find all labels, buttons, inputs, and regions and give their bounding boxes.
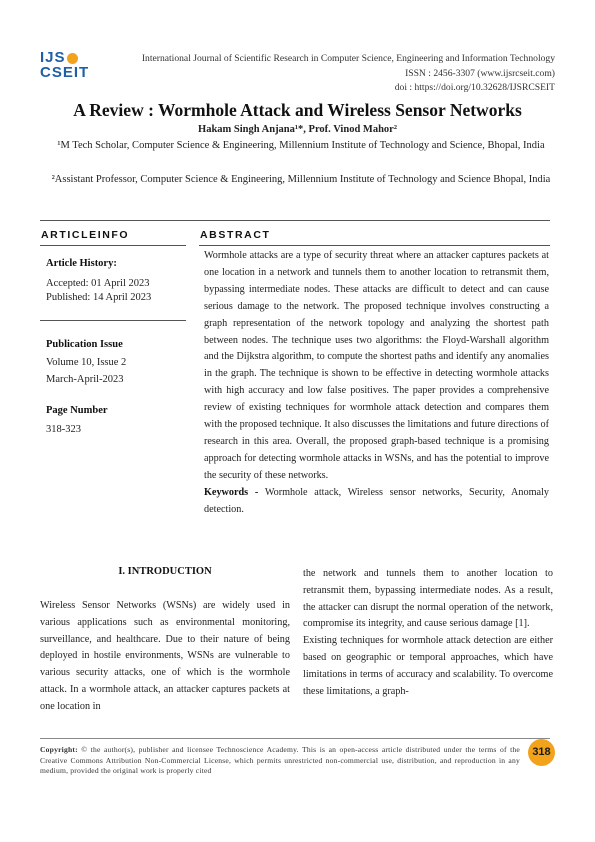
logo-bottom-text: CSEIT (40, 64, 90, 81)
introduction-heading: I. INTRODUCTION (118, 566, 212, 577)
paper-authors: Hakam Singh Anjana¹*, Prof. Vinod Mahor² (198, 124, 397, 135)
affiliation-1: ¹M Tech Scholar, Computer Science & Engineering, Millennium Institute of Technology and Science, Bhopal, India (57, 140, 545, 151)
page-number-badge: 318 (528, 739, 555, 766)
logo-top-text: IJS (40, 49, 66, 66)
copyright-text: © the author(s), publisher and licensee Technoscience Academy. This is an open-access article distributed under the terms of the Creative Commons Attribution Non-Commercial License, which permits unrestricted non-commercial use, distribution, and reproduction in any medium, provided the original work is properly cited (40, 745, 520, 775)
divider-article-info (40, 245, 186, 246)
intro-right-column (303, 566, 553, 700)
divider-top (40, 220, 550, 221)
journal-name: International Journal of Scientific Research in Computer Science, Engineering and Information Technology (141, 53, 555, 64)
abstract-text: Wormhole attacks are a type of security threat where an attacker captures packets at one location in a network and tunnels them to another location to retransmit them, bypassing intermediate nodes. These attacks are difficult to detect and can cause serious damage to the network. The proposed technique involves constructing a graph representation of the network topology and analyzing the shortest path between nodes. The technique uses two algorithms: the Floyd-Warshall algorithm and the Dijkstra algorithm, to compute the shortest paths and identify any anomalies in the graph. The technique is shown to be effective in detecting wormhole attacks with high accuracy and low false positives. The paper provides a comprehensive review of existing techniques for wormhole attack detection and compares them with the proposed technique. It also discusses the limitations and future directions of research in this area. Overall, the proposed graph-based technique is a promising approach for detecting wormhole attacks in WSNs, and has the potential to improve the security of these networks. (204, 250, 549, 481)
page-number-label: Page Number (46, 405, 108, 416)
affiliation-2: ²Assistant Professor, Computer Science & Engineering, Millennium Institute of Technology and Science Bhopal, India (51, 174, 551, 185)
publication-period: March-April-2023 (46, 374, 124, 385)
paper-title: A Review : Wormhole Attack and Wireless Sensor Networks (73, 100, 522, 120)
divider-history (40, 320, 186, 321)
abstract-heading: ABSTRACT (200, 229, 271, 241)
doi-link[interactable]: doi : https://doi.org/10.32628/IJSRCSEIT (394, 82, 555, 93)
journal-logo (40, 50, 102, 82)
intro-left-column: Wireless Sensor Networks (WSNs) are widely used in various applications such as environmental monitoring, surveillance, and healthcare. Due to their nature of being deployed in hostile environments, WSNs are vulnerable to various security attacks, one of which is the wormhole attack. In a wormhole attack, an attacker captures packets at one location in (40, 600, 290, 712)
keywords-text: Wormhole attack, Wireless sensor networks, Security, Anomaly detection. (204, 486, 549, 515)
article-history-label: Article History: (46, 258, 117, 269)
article-info-heading: ARTICLEINFO (41, 229, 130, 241)
page-range: 318-323 (46, 424, 81, 435)
divider-footer (40, 738, 550, 739)
copyright-label: Copyright: (40, 745, 78, 754)
published-date: Published: 14 April 2023 (46, 292, 152, 303)
copyright-notice (40, 745, 520, 777)
volume-issue: Volume 10, Issue 2 (46, 357, 127, 368)
publication-issue-label: Publication Issue (46, 339, 123, 350)
divider-abstract (199, 245, 550, 246)
abstract-block (204, 248, 549, 519)
accepted-date: Accepted: 01 April 2023 (46, 278, 150, 289)
journal-issn: ISSN : 2456-3307 (www.ijsrcseit.com) (405, 68, 555, 79)
intro-right-paragraph-1: the network and tunnels them to another location to retransmit them, bypassing intermediate nodes. As a result, the attacker can disrupt the normal operation of the network, compromise its integrity, and cause serious damage [1]. (303, 568, 553, 630)
intro-right-paragraph-2: Existing techniques for wormhole attack detection are either based on geographic or temporal approaches, which have limitations in terms of accuracy and scalability. To overcome these limitations, a graph- (303, 635, 553, 697)
gear-icon (67, 53, 78, 64)
keywords-label: Keywords - (204, 486, 259, 498)
